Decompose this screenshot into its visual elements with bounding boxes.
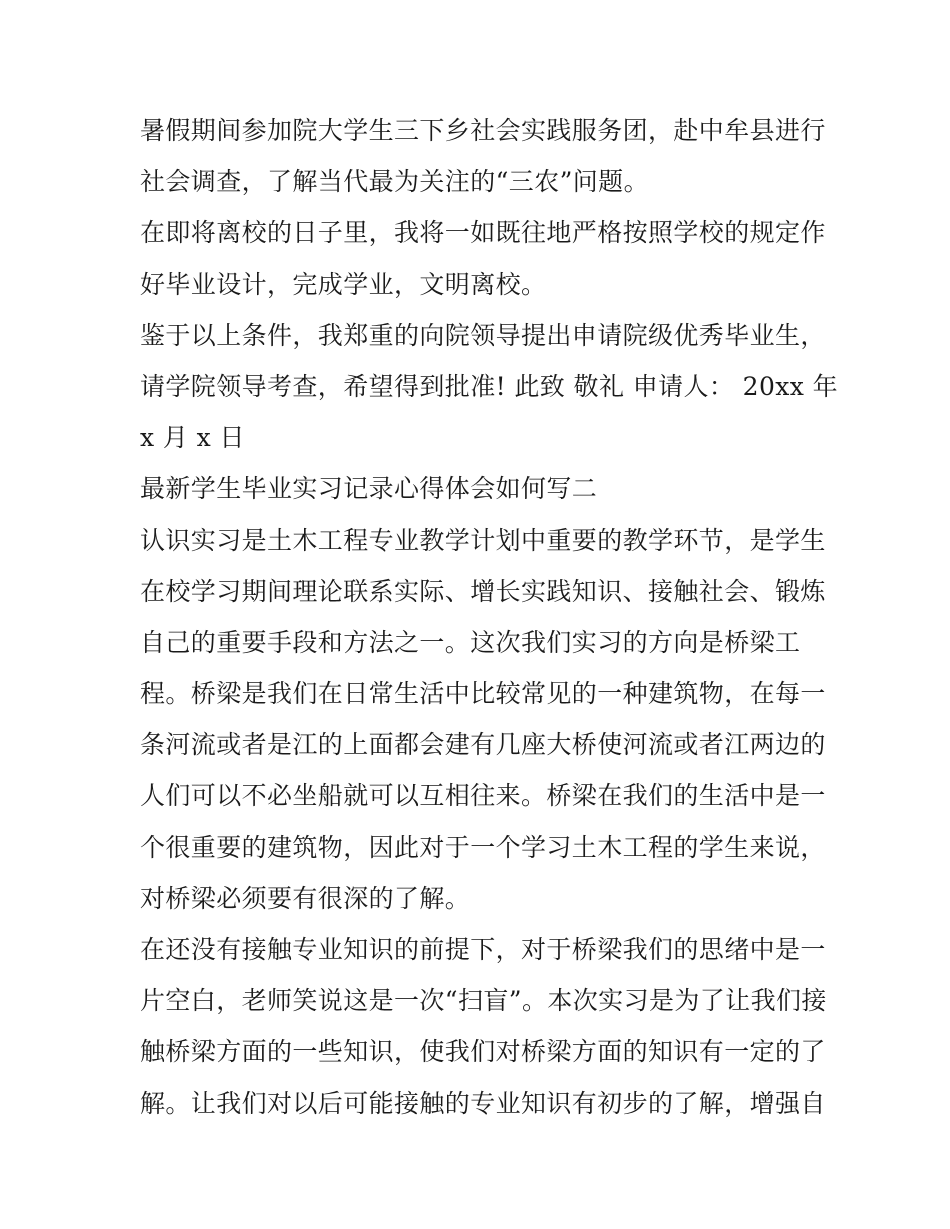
text-line: 暑假期间参加院大学生三下乡社会实践服务团，赴中牟县进行 xyxy=(140,116,826,145)
text-line: 鉴于以上条件，我郑重的向院领导提出申请院级优秀毕业生， xyxy=(140,320,826,350)
text-line: 在即将离校的日子里，我将一如既往地严格按照学校的规定作 xyxy=(140,218,826,248)
text-line: 对桥梁必须要有很深的了解。 xyxy=(140,883,471,913)
text-line: 认识实习是土木工程专业教学计划中重要的教学环节，是学生 xyxy=(140,525,826,555)
text-line: 条河流或者是江的上面都会建有几座大桥使河流或者江两边的 xyxy=(140,730,826,760)
text-line: 在还没有接触专业知识的前提下，对于桥梁我们的思绪中是一 xyxy=(140,935,826,964)
text-line: 程。桥梁是我们在日常生活中比较常见的一种建筑物，在每一 xyxy=(140,679,826,709)
text-line: 解。让我们对以后可能接触的专业知识有初步的了解，增强自 xyxy=(140,1088,826,1118)
text-line: 人们可以不必坐船就可以互相往来。桥梁在我们的生活中是一 xyxy=(140,781,826,811)
text-line: x 月 x 日 xyxy=(140,423,245,453)
text-line: 请学院领导考查，希望得到批准! 此致 敬礼 申请人： 20xx 年 xyxy=(140,371,838,401)
text-line: 社会调查，了解当代最为关注的“三农”问题。 xyxy=(140,167,649,197)
text-line: 片空白，老师笑说这是一次“扫盲”。本次实习是为了让我们接 xyxy=(140,986,827,1016)
text-line: 在校学习期间理论联系实际、增长实践知识、接触社会、锻炼 xyxy=(140,576,826,606)
text-line: 触桥梁方面的一些知识，使我们对桥梁方面的知识有一定的了 xyxy=(140,1037,826,1067)
document-body xyxy=(140,108,838,1132)
section-heading: 最新学生毕业实习记录心得体会如何写二 xyxy=(140,474,598,504)
text-line: 个很重要的建筑物，因此对于一个学习土木工程的学生来说， xyxy=(140,832,826,862)
text-line: 自己的重要手段和方法之一。这次我们实习的方向是桥梁工 xyxy=(140,627,801,657)
text-line: 好毕业设计，完成学业，文明离校。 xyxy=(140,269,547,299)
